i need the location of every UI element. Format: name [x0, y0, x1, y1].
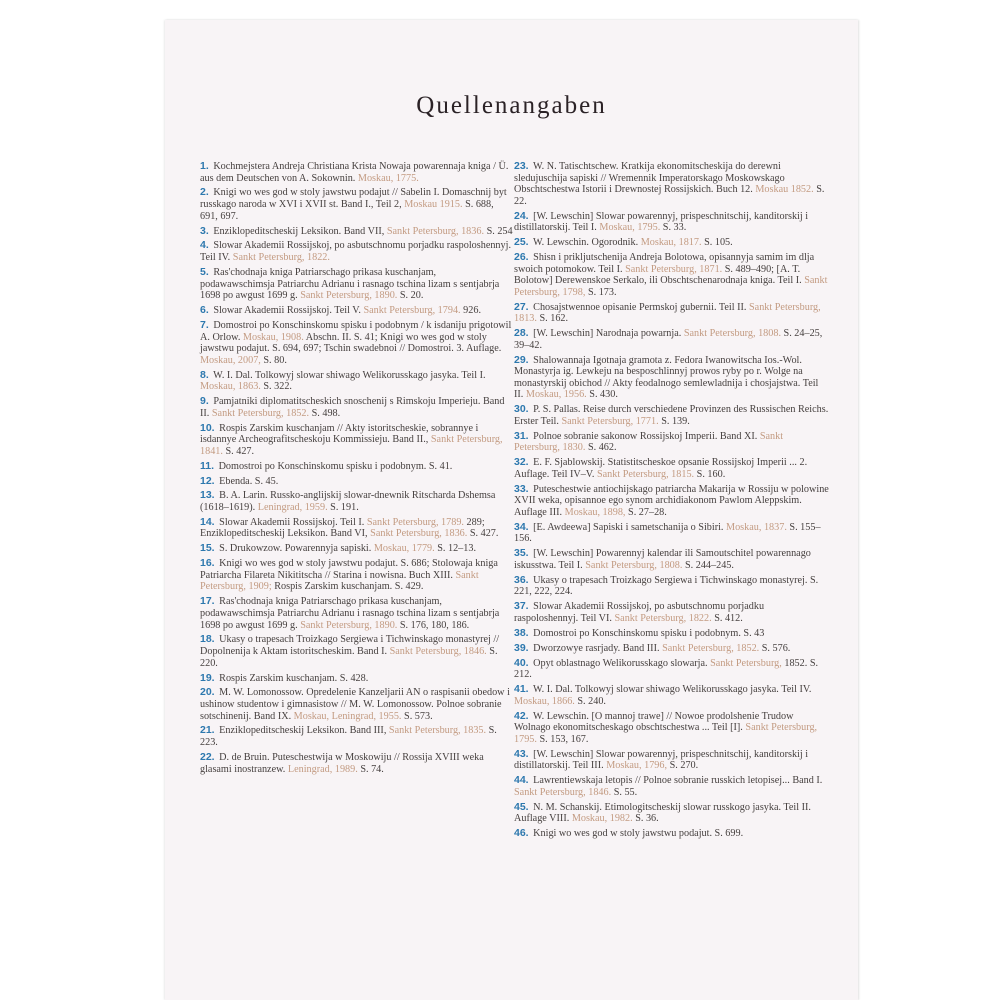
reference-place-date: Leningrad, 1989. — [287, 763, 358, 775]
reference-entry — [514, 404, 829, 427]
reference-text: Knigi wo wes god w stoly jawstwu podajut. S. 686; Stolowaja kniga Patriarcha Filareta Nikititscha // Starina i nowisna. Buch XIII. — [200, 558, 498, 581]
reference-entry — [514, 457, 829, 480]
reference-number: 28. — [514, 327, 529, 340]
reference-number: 4. — [200, 239, 209, 252]
reference-number: 44. — [514, 774, 529, 787]
reference-pages: S. 160. — [696, 468, 726, 480]
reference-text: Slowar Akademii Rossijskoj, po asbutschnomu porjadku raspoloshennyj. Teil IV. — [200, 240, 511, 264]
reference-text: Kochmejstera Andreja Christiana Krista Nowaja powarennaja kniga / Ü. aus dem Deutschen von A. Sokownin. — [200, 161, 509, 184]
reference-number: 42. — [514, 709, 529, 722]
reference-number: 20. — [200, 686, 215, 699]
reference-entry — [200, 517, 513, 540]
reference-entry — [514, 302, 829, 325]
reference-text: Polnoe sobranie sakonow Rossijskoj Imperii. Band XI. — [533, 430, 758, 442]
reference-place-date: Sankt Petersburg, 1822. — [614, 612, 712, 624]
reference-number: 31. — [514, 429, 529, 442]
reference-number: 14. — [200, 515, 215, 528]
reference-pages: S. 688, 691, 697. — [200, 199, 494, 222]
reference-place-date: Moskau, 1956. — [525, 389, 587, 401]
reference-pages: 289; Enziklopeditscheskij Leksikon. Band VI, — [200, 516, 485, 540]
reference-number: 5. — [200, 265, 209, 278]
reference-place-date: Sankt Petersburg, 1836. — [370, 528, 468, 540]
reference-place-date: Sankt Petersburg, 1795. — [514, 722, 818, 745]
reference-entry — [200, 725, 513, 748]
reference-pages: S. 498. — [311, 407, 341, 419]
reference-entry — [514, 548, 829, 571]
reference-number: 46. — [514, 827, 529, 840]
reference-number: 18. — [200, 633, 215, 646]
reference-place-date: Sankt Petersburg, 1841. — [200, 434, 503, 457]
reference-text: Chosajstwennoe opisanie Permskoj gubernii. Teil II. — [533, 301, 747, 313]
reference-text: D. de Bruin. Puteschestwija w Moskowiju // Rossija XVIII weka glasami inostranzew. — [200, 751, 484, 775]
reference-place-date: Moskau, 1982. — [571, 813, 633, 825]
reference-text: Enziklopeditscheskij Leksikon. Band III, — [219, 725, 387, 737]
reference-number: 9. — [200, 395, 209, 408]
reference-place-date: Moskau, 1863. — [200, 381, 261, 393]
reference-text: Domostroi po Konschinskomu spisku i podobnym / k isdaniju prigotowil A. Orlow. — [200, 319, 512, 343]
page-title: Quellenangaben — [416, 92, 607, 119]
reference-place-date: Sankt Petersburg, 1813. — [514, 301, 821, 325]
reference-entry — [514, 643, 829, 655]
reference-number: 39. — [514, 641, 529, 654]
reference-pages: S. 105. — [704, 237, 733, 249]
reference-entry — [200, 187, 513, 222]
reference-text: Ras'chodnaja kniga Patriarschago prikasa kuschanjam, podawawschimsja Patriarchu Adrianu i rasnago tschina lizam s sentjabrja 1698 po awgust 1699 g. — [200, 596, 500, 631]
reference-pages: S. 573. — [404, 710, 433, 722]
reference-number: 7. — [200, 318, 209, 331]
reference-entry — [514, 601, 829, 624]
reference-place-date: Sankt Petersburg, 1771. — [561, 415, 659, 427]
reference-entry — [514, 355, 829, 401]
reference-place-date: Sankt Petersburg, 1794. — [363, 305, 461, 317]
reference-entry — [514, 684, 829, 707]
book-page — [165, 20, 858, 1000]
reference-place-date: Moskau, Leningrad, 1955. — [293, 710, 402, 722]
reference-text: B. A. Larin. Russko-anglijskij slowar-dnewnik Ritscharda Dshemsa (1618–1619). — [200, 490, 496, 513]
reference-text: Shisn i prikljutschenija Andreja Bolotowa, opisannyja samim im dlja swoich potomokow. Teil I. — [514, 252, 815, 275]
reference-number: 37. — [514, 600, 529, 613]
reference-pages: S. 33. — [662, 222, 687, 234]
reference-number: 11. — [200, 459, 215, 472]
reference-entry — [200, 476, 513, 488]
reference-text: Slowar Akademii Rossijskoj. Teil V. — [213, 305, 361, 317]
reference-place-date: Sankt Petersburg, 1822. — [232, 252, 330, 264]
reference-number: 15. — [200, 542, 215, 555]
reference-number: 30. — [514, 403, 529, 416]
reference-text: Pamjatniki diplomatitscheskich snoschenij s Rimskoju Imperieju. Band II. — [200, 396, 505, 419]
reference-place-date: Sankt Petersburg, 1798, — [514, 275, 828, 298]
reference-pages: S. 412. — [714, 612, 743, 624]
reference-text: Shalowannaja Igotnaja gramota z. Fedora Iwanowitscha Ios.-Wol. Monastyrja ig. Lewkeju na besposchlinnyj prowos ryby po r. Wolge na monastyrskij obichod // Akty feodalnogo semlewladnija i chosjajstwa. Teil II. — [514, 354, 819, 401]
reference-place-date: Moskau, 1775. — [357, 172, 419, 184]
reference-text: E. F. Sjablowskij. Statistitscheskoe opsanie Rossijskoj Imperii ... 2. Auflage. Teil IV–V. — [514, 457, 808, 480]
reference-entry — [200, 370, 513, 393]
reference-place-date: Sankt Petersburg, 1846. — [389, 646, 487, 658]
reference-place-date: Moskau, 1898, — [564, 507, 626, 518]
reference-text: Enziklopeditscheskij Leksikon. Band VII, — [213, 225, 385, 237]
reference-text: Knigi wo wes god w stoly jawstwu podajut // Sabelin I. Domaschnij byt russkago naroda w XVI i XVII st. Band I., Teil 2, — [200, 187, 507, 211]
reference-place-date: Sankt Petersburg, 1909; — [200, 569, 479, 593]
reference-pages: S. 427. — [469, 528, 499, 540]
reference-pages: S. 427. — [225, 445, 255, 457]
reference-pages: S. 55. — [613, 786, 638, 798]
reference-number: 10. — [200, 421, 215, 434]
reference-pages: S. 27–28. — [628, 507, 667, 518]
reference-pages: S. 322. — [263, 381, 292, 393]
reference-number: 22. — [200, 750, 215, 763]
reference-pages: S. 162. — [539, 313, 569, 325]
reference-text: W. I. Dal. Tolkowyj slowar shiwago Welikorusskago jasyka. Teil I. — [213, 369, 486, 381]
reference-number: 43. — [514, 747, 529, 760]
reference-pages: S. 191. — [330, 502, 359, 513]
reference-pages: Abschn. II. S. 41; Knigi wo wes god w stoly jawstwu podajut. S. 694, 697; Tschin swadebnoi // Domostroi. 3. Auflage. — [200, 331, 502, 355]
reference-entry — [514, 628, 829, 640]
reference-text: Knigi wo wes god w stoly jawstwu podajut. S. 699. — [533, 828, 744, 840]
reference-number: 12. — [200, 474, 215, 487]
reference-place-date: Moskau 1915. — [404, 199, 463, 211]
reference-entry — [200, 543, 513, 555]
reference-place-date: Moskau, 1796, — [606, 760, 668, 772]
reference-number: 2. — [200, 186, 209, 199]
reference-number: 26. — [514, 251, 529, 264]
reference-text: [W. Lewschin] Slowar powarennyj, prispeschnitschij, kanditorskij i distillatorskij. Teil I. — [514, 210, 809, 234]
reference-text: [W. Lewschin] Slowar powarennyj, prispeschnitschij, kanditorskij i distillatorskij. Teil III. — [514, 748, 809, 772]
reference-number: 34. — [514, 520, 529, 533]
reference-text: Rospis Zarskim kuschanjam // Akty istoritscheskie, sobrannye i isdannye Archeografitscheskoju Kommissieju. Band II., — [200, 422, 479, 446]
references-column-right — [514, 161, 829, 843]
reference-text: Opyt oblastnago Welikorusskago slowarja. — [533, 657, 708, 669]
reference-entry — [200, 226, 513, 238]
reference-entry — [200, 461, 513, 473]
reference-text: W. I. Dal. Tolkowyj slowar shiwago Welikorusskago jasyka. Teil IV. — [532, 684, 812, 696]
reference-text: M. W. Lomonossow. Opredelenie Kanzeljarii AN o raspisanii obedow i ushinow studentow i gimnasistow // M. W. Lomonossow. Polnoe sobranie sotschinenij. Band IX. — [200, 687, 510, 722]
reference-number: 16. — [200, 557, 215, 570]
reference-entry — [514, 828, 829, 840]
reference-text: W. N. Tatischtschew. Kratkija ekonomitscheskija do derewni sledujuschija sapiski // Wremennik Imperatorskago Moskowskago Obschtschestwa Istorii i Drewnostej Rossijskich. Buch 12. — [514, 161, 785, 196]
references-column-left — [200, 161, 513, 778]
reference-pages: S. 74. — [360, 763, 384, 775]
reference-place-date: Sankt Petersburg, 1836. — [386, 225, 485, 237]
reference-entry — [514, 711, 829, 746]
reference-entry — [200, 396, 513, 419]
reference-entry — [514, 575, 829, 598]
reference-pages: S. 139. — [661, 415, 690, 427]
reference-place-date: Leningrad, 1959. — [257, 502, 328, 513]
reference-number: 36. — [514, 573, 529, 586]
reference-entry — [514, 211, 829, 234]
reference-entry — [200, 267, 513, 302]
reference-place-date: Sankt Petersburg, 1835. — [388, 725, 487, 737]
reference-text: Ukasy o trapesach Troizkago Sergiewa i Tichwinskago monastyrej. S. 221, 222, 224. — [514, 574, 819, 598]
reference-text: Domostroi po Konschinskomu spisku i podobnym. S. 41. — [218, 460, 453, 472]
reference-number: 3. — [200, 224, 209, 237]
reference-pages: S. 173. — [587, 286, 617, 298]
reference-text: P. S. Pallas. Reise durch verschiedene Provinzen des Russischen Reichs. Erster Teil. — [514, 404, 829, 427]
reference-text: Dworzowye rasrjady. Band III. — [533, 642, 660, 654]
reference-pages: S. 240. — [577, 695, 606, 707]
reference-entry — [200, 687, 513, 722]
reference-entry — [200, 673, 513, 685]
reference-text: Puteschestwie antiochijskago patriarcha Makarija w Rossiju w polowine XVII weka, opisannoe ego synom archidiakonom Pawlom Aleppskim. Auflage III. — [514, 483, 829, 518]
reference-number: 45. — [514, 800, 529, 813]
reference-entry — [514, 328, 829, 351]
reference-entry — [200, 490, 513, 513]
reference-text: Ukasy o trapesach Troizkago Sergiewa i Tichwinskago monastyrej // Dopolnenija k Aktam istoritscheskim. Band I. — [200, 634, 500, 658]
reference-number: 19. — [200, 671, 215, 684]
reference-entry — [200, 634, 513, 669]
reference-number: 41. — [514, 683, 529, 696]
reference-number: 27. — [514, 300, 529, 313]
reference-pages: S. 244–245. — [684, 559, 734, 571]
reference-pages: S. 489–490; [A. T. Bolotow] Derewenskoe Serkalo, ili Obschtschenarodnaja kniga. Teil I. — [514, 263, 802, 287]
reference-entry — [200, 423, 513, 458]
reference-entry — [514, 802, 829, 825]
reference-number: 23. — [514, 160, 529, 172]
reference-entry — [514, 252, 829, 298]
reference-pages: S. 430. — [589, 389, 618, 401]
reference-entry — [200, 558, 513, 593]
reference-pages: 1852. S. 212. — [514, 657, 819, 681]
reference-pages: S. 462. — [587, 442, 617, 454]
reference-text: Ebenda. S. 45. — [219, 475, 279, 487]
reference-pages: Rospis Zarskim kuschanjam. S. 429. — [274, 581, 424, 593]
reference-place-date: Sankt Petersburg, 1846. — [514, 786, 612, 798]
reference-place-date: Sankt Petersburg, 1830. — [514, 430, 784, 454]
reference-entry — [514, 522, 829, 545]
reference-entry — [200, 305, 513, 317]
reference-text: [W. Lewschin] Powarennyj kalendar ili Samoutschitel powarennago iskusstwa. Teil I. — [514, 548, 811, 571]
reference-pages: S. 24–25, 39–42. — [514, 328, 823, 351]
reference-place-date: Moskau, 2007, — [200, 354, 261, 366]
reference-place-date: Moskau, 1908. — [242, 331, 304, 343]
reference-entry — [200, 161, 513, 184]
reference-place-date: Sankt Petersburg, 1808. — [683, 328, 781, 340]
reference-pages: S. 576. — [761, 642, 791, 654]
reference-entry — [514, 431, 829, 454]
reference-text: Lawrentiewskaja letopis // Polnoe sobranie russkich letopisej... Band I. — [533, 775, 823, 787]
reference-place-date: Moskau, 1795. — [599, 222, 661, 234]
reference-text: Slowar Akademii Rossijskoj. Teil I. — [219, 516, 365, 528]
reference-number: 29. — [514, 353, 529, 366]
reference-pages: S. 223. — [200, 725, 497, 749]
reference-text: Slowar Akademii Rossijskoj, po asbutschnomu porjadku raspoloshennyj. Teil VI. — [514, 601, 765, 624]
reference-place-date: Moskau, 1779. — [373, 543, 435, 555]
reference-pages: S. 254 — [486, 225, 513, 237]
reference-entry — [514, 775, 829, 798]
reference-place-date: Moskau, 1817. — [640, 237, 702, 249]
reference-place-date: Moskau, 1866. — [514, 695, 575, 707]
reference-pages: S. 176, 180, 186. — [399, 619, 470, 631]
reference-pages: S. 20. — [399, 290, 424, 302]
reference-number: 21. — [200, 724, 215, 737]
reference-pages: S. 36. — [635, 813, 659, 825]
reference-number: 33. — [514, 482, 529, 495]
reference-entry — [514, 484, 829, 519]
reference-text: N. M. Schanskij. Etimologitscheskij slowar russkogo jasyka. Teil II. Auflage VIII. — [514, 801, 811, 825]
reference-pages: S. 22. — [514, 184, 825, 207]
reference-number: 38. — [514, 626, 529, 639]
reference-number: 13. — [200, 489, 215, 502]
reference-pages: S. 12–13. — [437, 543, 477, 555]
reference-place-date: Sankt Petersburg, 1852. — [211, 407, 310, 419]
reference-pages: S. 270. — [669, 760, 699, 772]
reference-entry — [514, 749, 829, 772]
reference-number: 24. — [514, 209, 529, 222]
reference-number: 25. — [514, 236, 529, 249]
reference-text: Ras'chodnaja kniga Patriarschago prikasa kuschanjam, podawawschimsja Patriarchu Adrianu i rasnago tschina lizam s sentjabrja 1698 po awgust 1699 g. — [200, 266, 500, 302]
reference-number: 35. — [514, 547, 529, 560]
reference-place-date: Sankt Petersburg, 1815. — [596, 468, 695, 480]
reference-place-date: Sankt Petersburg, 1808. — [585, 559, 683, 571]
reference-place-date: Sankt Petersburg, — [710, 657, 782, 669]
reference-text: Rospis Zarskim kuschanjam. S. 428. — [219, 672, 369, 684]
reference-number: 32. — [514, 456, 529, 469]
reference-place-date: Sankt Petersburg, 1890. — [300, 619, 398, 631]
reference-place-date: Moskau 1852. — [755, 184, 814, 196]
reference-text: Domostroi po Konschinskomu spisku i podobnym. S. 43 — [533, 627, 765, 639]
reference-place-date: Sankt Petersburg, 1789. — [366, 516, 464, 528]
reference-pages: S. 220. — [200, 646, 498, 669]
reference-number: 6. — [200, 304, 209, 317]
reference-number: 17. — [200, 595, 215, 608]
reference-pages: 926. — [463, 305, 481, 317]
reference-text: [W. Lewschin] Narodnaja powarnja. — [533, 328, 682, 340]
reference-entry — [514, 161, 829, 207]
reference-number: 8. — [200, 368, 209, 381]
reference-entry — [200, 752, 513, 775]
reference-text: W. Lewschin. [O mannoj trawe] // Nowoe prodolshenie Trudow Wolnago ekonomitscheskago obschtschestwa ... Teil [I]. — [514, 710, 794, 734]
reference-pages: S. 155–156. — [514, 521, 821, 545]
reference-entry — [514, 658, 829, 681]
reference-number: 1. — [200, 160, 209, 172]
reference-place-date: Sankt Petersburg, 1852. — [662, 642, 760, 654]
reference-entry — [200, 240, 513, 263]
reference-text: S. Drukowzow. Powarennyja sapiski. — [219, 543, 372, 555]
reference-text: W. Lewschin. Ogorodnik. — [532, 237, 639, 249]
reference-place-date: Sankt Petersburg, 1871. — [625, 263, 723, 275]
reference-entry — [200, 320, 513, 366]
reference-pages: S. 80. — [263, 354, 287, 366]
reference-pages: S. 153, 167. — [539, 733, 589, 745]
reference-text: [E. Awdeewa] Sapiski i sametschanija o Sibiri. — [533, 521, 724, 533]
reference-place-date: Moskau, 1837. — [726, 521, 787, 533]
reference-place-date: Sankt Petersburg, 1890. — [300, 290, 398, 302]
reference-entry — [200, 596, 513, 631]
reference-number: 40. — [514, 656, 529, 669]
reference-entry — [514, 237, 829, 249]
